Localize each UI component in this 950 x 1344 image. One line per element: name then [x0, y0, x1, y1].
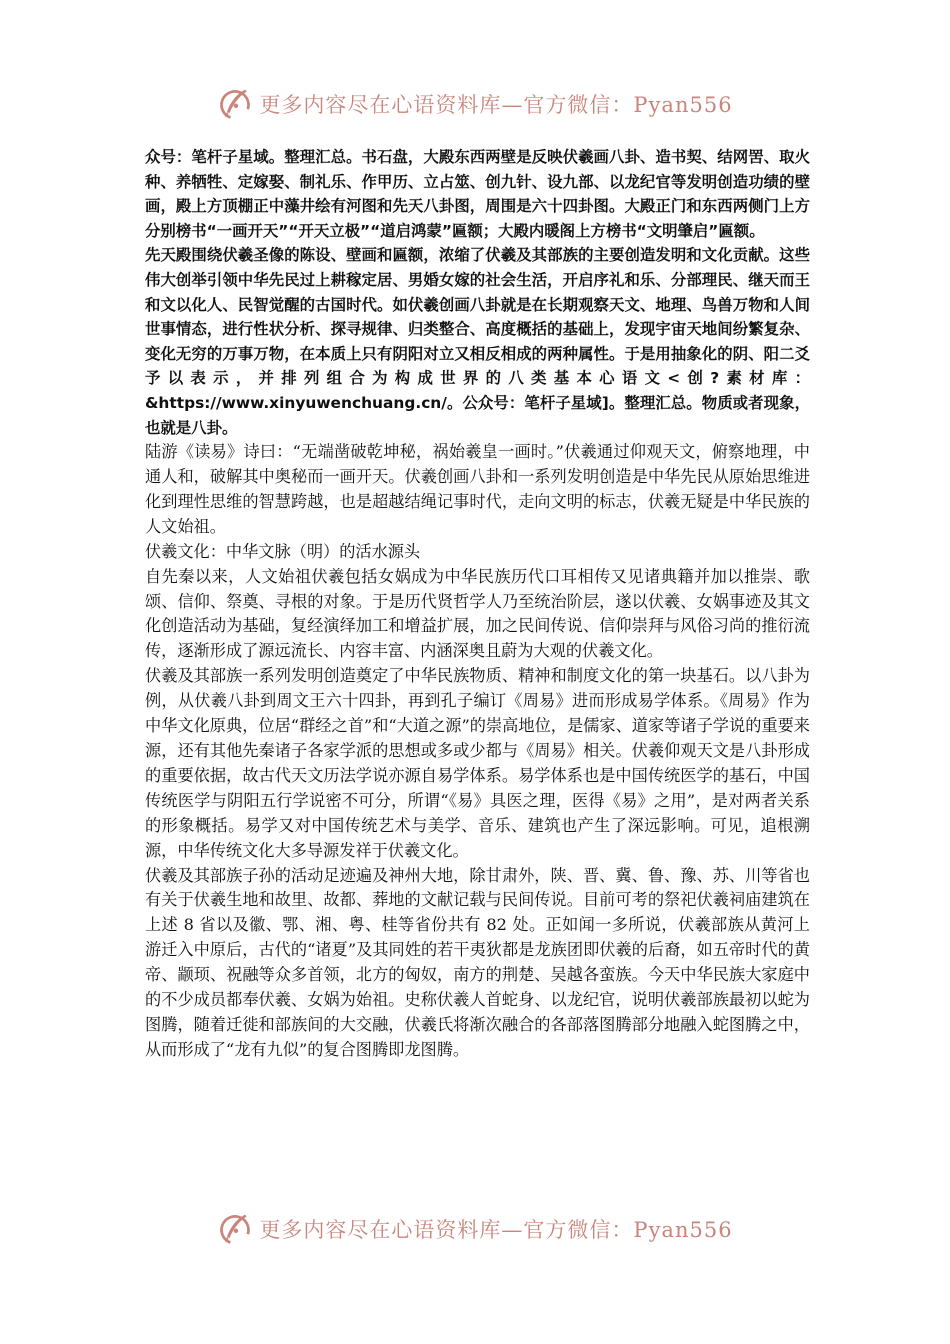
paragraph-1: 众号：笔杆子星域。整理汇总。书石盘，大殿东西两壁是反映伏羲画八卦、造书契、结网罟、取火种、养牺牲、定嫁娶、制礼乐、作甲历、立占筮、创九针、设九部、以龙纪官等发明创造功绩的壁画，殿上方顶棚正中藻井绘有河图和先天八卦图，周围是六十四卦图。大殿正门和东西两侧门上方分别榜书“一画开天”“开天立极”“道启鸿蒙”匾额；大殿内暖阁上方榜书“文明肇启”匾额。	[145, 148, 810, 240]
banner-text: 更多内容尽在心语资料库—官方微信：Pyan556	[259, 93, 733, 117]
footer-banner	[0, 1207, 950, 1251]
document-body	[145, 145, 810, 1063]
section-heading: 伏羲文化：中华文脉（明）的活水源头	[145, 541, 421, 561]
banner-text: 更多内容尽在心语资料库—官方微信：Pyan556	[259, 1218, 733, 1242]
paragraph-6: 伏羲及其部族子孙的活动足迹遍及神州大地，除甘肃外，陕、晋、冀、鲁、豫、苏、川等省也有关于伏羲生地和故里、故都、葬地的文献记载与民间传说。目前可考的祭祀伏羲祠庙建筑在上述 8 省以及徽、鄂、湘、粤、桂等省份共有 82 处。正如闻一多所说，伏羲部族从黄河上游迁入中原后，古代的“诸夏”及其同姓的若干夷狄都是龙族团即伏羲的后裔，如五帝时代的黄帝、颛顼、祝融等众多首领，北方的匈奴，南方的荆楚、吴越各蛮族。今天中华民族大家庭中的不少成员都奉伏羲、女娲为始祖。史称伏羲人首蛇身、以龙纪官，说明伏羲部族最初以蛇为图腾，随着迁徙和部族间的大交融，伏羲氏将渐次融合的各部落图腾部分地融入蛇图腾之中，从而形成了“龙有九似”的复合图腾即龙图腾。	[145, 865, 810, 1059]
paragraph-3: 陆游《读易》诗曰：“无端凿破乾坤秘，祸始羲皇一画时。”伏羲通过仰观天文，俯察地理，中通人和，破解其中奥秘而一画开天。伏羲创画八卦和一系列发明创造是中华先民从原始思维进化到理性思维的智慧跨越，也是超越结绳记事时代，走向文明的标志，伏羲无疑是中华民族的人文始祖。	[145, 442, 810, 536]
paragraph-4: 自先秦以来，人文始祖伏羲包括女娲成为中华民族历代口耳相传又见诸典籍并加以推崇、歌颂、信仰、祭奠、寻根的对象。于是历代贤哲学人乃至统治阶层，遂以伏羲、女娲事迹及其文化创造活动为基础，复经演绎加工和增益扩展，加之民间传说、信仰崇拜与风俗习尚的推衍流传，逐渐形成了源远流长、内容丰富、内涵深奥且蔚为大观的伏羲文化。	[145, 566, 810, 661]
quill-pen-logo-icon	[217, 1211, 253, 1247]
paragraph-5: 伏羲及其部族一系列发明创造奠定了中华民族物质、精神和制度文化的第一块基石。以八卦为例，从伏羲八卦到周文王六十四卦，再到孔子编订《周易》进而形成易学体系。《周易》作为中华文化原典，位居“群经之首”和“大道之源”的崇高地位，是儒家、道家等诸子学说的重要来源，还有其他先秦诸子各家学派的思想或多或少都与《周易》相关。伏羲仰观天文是八卦形成的重要依据，故古代天文历法学说亦源自易学体系。易学体系也是中国传统医学的基石，中国传统医学与阴阳五行学说密不可分，所谓“《易》具医之理，医得《易》之用”，是对两者关系的形象概括。易学又对中国传统艺术与美学、音乐、建筑也产生了深远影响。可见，追根溯源，中华传统文化大多导源发祥于伏羲文化。	[145, 666, 810, 860]
paragraph-2: 先天殿围绕伏羲圣像的陈设、壁画和匾额，浓缩了伏羲及其部族的主要创造发明和文化贡献。这些伟大创举引领中华先民过上耕稼定居、男婚女嫁的社会生活，开启序礼和乐、分部理民、继天而王和文以化人、民智觉醒的古国时代。如伏羲创画八卦就是在长期观察天文、地理、鸟兽万物和人间世事情态，进行性状分析、探寻规律、归类整合、高度概括的基础上，发现宇宙天地间纷繁复杂、变化无穷的万事万物，在本质上只有阴阳对立又相反相成的两种属性。于是用抽象化的阴、阳二爻予以表示，并排列组合为构成世界的八类基本心语文<创?素材库：&https://www.xinyuwenchuang.cn/。公众号：笔杆子星域]。整理汇总。物质或者现象，也就是八卦。	[145, 246, 810, 437]
quill-pen-logo-icon	[217, 86, 253, 122]
header-banner	[0, 82, 950, 126]
